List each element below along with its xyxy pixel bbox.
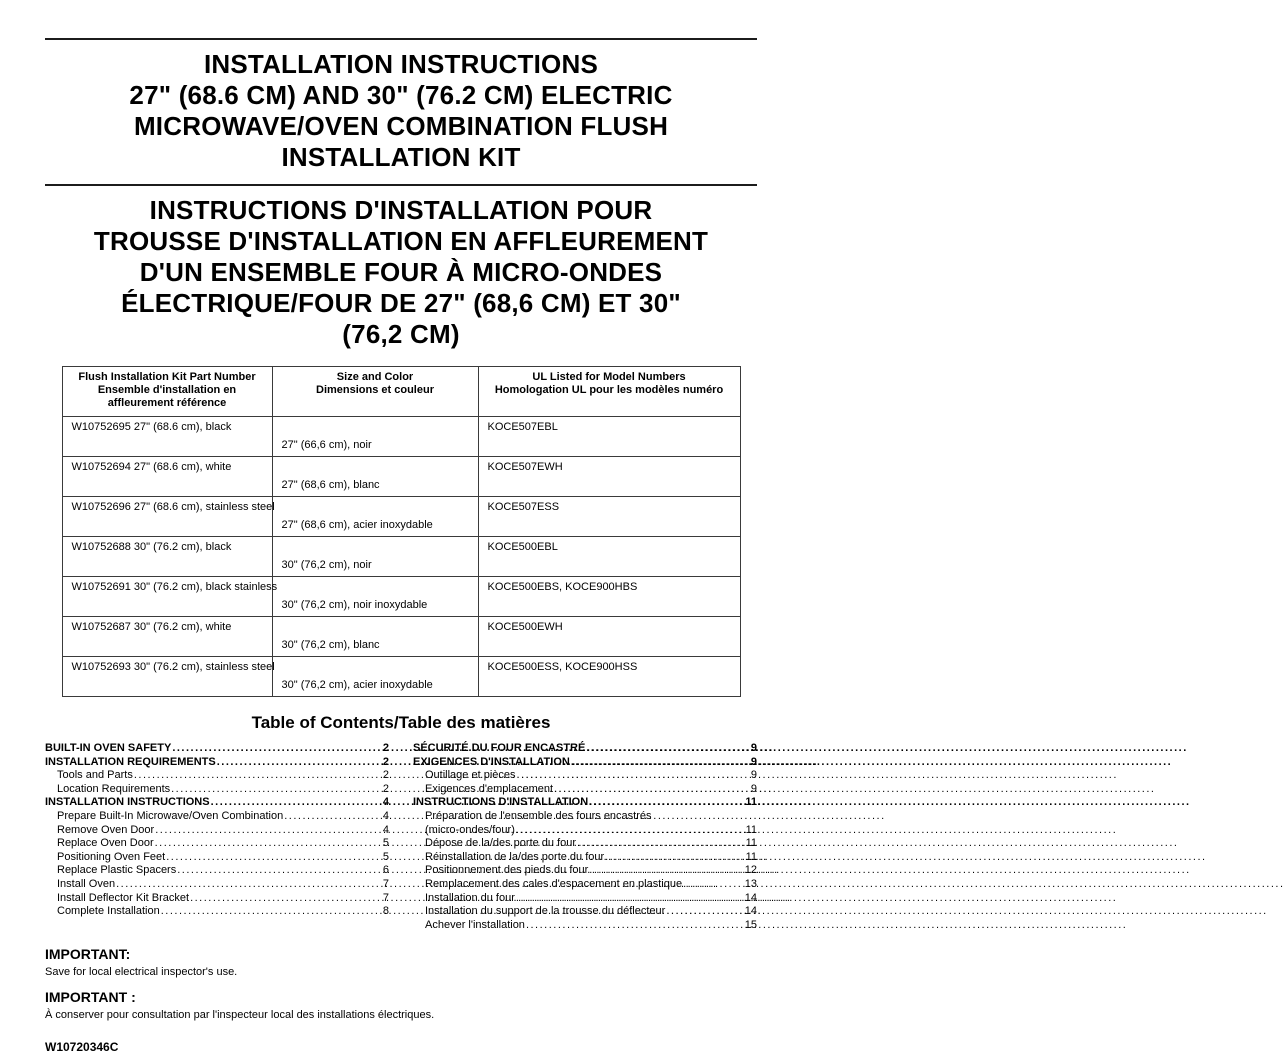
toc-entry-page-number: 5 [382,850,389,863]
toc-entry-page-number: 8 [382,905,389,918]
toc-entry-label: BUILT-IN OVEN SAFETY [45,742,172,754]
toc-leader-dots [155,837,382,851]
toc-leader-dots [171,783,382,797]
toc-entry-row [45,796,389,810]
toc-entry [413,864,757,878]
kit-size-color-french-cell: 27" (68,6 cm), acier inoxydable [272,497,478,537]
toc-entry-label: Exigences d'emplacement [425,782,554,795]
toc-leader-dots [517,769,750,783]
kit-table-row [62,657,740,697]
kit-size-color-french-cell: 27" (66,6 cm), noir [272,417,478,457]
toc-entry-page-number: 9 [750,769,757,782]
toc-entry-page-number: 4 [382,796,389,809]
toc-entry [45,864,389,878]
toc-entry [45,742,389,756]
toc-leader-dots [172,742,382,756]
toc-entry-page-number: 2 [382,755,389,768]
top-rule [45,38,757,40]
kit-table-header-french: Ensemble d'installation en affleurement référence [97,384,237,409]
toc-entry [413,905,757,919]
toc-entry-row [45,756,389,770]
toc-entry-label: SÉCURITÉ DU FOUR ENCASTRÉ [413,742,586,754]
toc-entry-label: Replace Oven Door [57,837,154,850]
toc-entry-page-number: 14 [744,905,757,918]
toc-entry [413,851,757,865]
toc-entry-row [57,851,389,865]
toc-entry-row [57,824,389,838]
kit-table-header-cell [272,367,478,417]
toc-entry-label: Location Requirements [57,782,171,795]
toc-entry [45,769,389,783]
kit-table-body [62,417,740,697]
toc-entry-label: INSTRUCTIONS D'INSTALLATION [413,796,589,809]
kit-model-numbers-cell: KOCE500EWH [478,617,740,657]
toc-entry-label: Réinstallation de la/des porte du four [425,850,605,863]
toc-entry-page-number: 14 [744,891,757,904]
toc-entry-row [425,769,757,783]
toc-entry [413,837,757,851]
toc-entry-row [425,851,757,865]
toc-leader-dots [554,783,750,797]
toc-entry-page-number: 7 [382,891,389,904]
toc-entry-label: Installation du four [425,891,515,904]
toc-entry-page-number: 2 [382,782,389,795]
toc-leader-dots [166,851,382,865]
toc-entry-row [57,783,389,797]
toc-entry-label: Tools and Parts [57,769,133,782]
toc-entry-row [425,783,757,797]
kit-table-header-row [62,367,740,417]
title-french-line: ÉLECTRIQUE/FOUR DE 27" (68,6 CM) ET 30" [121,288,681,318]
toc-title: Table of Contents/Table des matières [251,713,551,732]
toc-entry-page-number: 4 [382,809,389,822]
toc-entry [413,783,757,797]
toc-entry-page-number: 5 [382,837,389,850]
toc-entry-row [425,892,757,906]
kit-table-row [62,417,740,457]
toc-leader-dots [589,796,744,810]
kit-table-header-cell [62,367,272,417]
kit-table-header-english: UL Listed for Model Numbers [532,371,686,383]
toc-entry-page-number: 2 [382,769,389,782]
toc-entry-label: Installation du support de la trousse du déflecteur [425,905,666,918]
toc-entry [413,769,757,783]
kit-part-number-cell: W10752695 27" (68.6 cm), black [62,417,272,457]
toc-entry-label: Install Oven [57,877,116,890]
table-of-contents [45,742,757,932]
toc-entry-row [413,756,757,770]
toc-entry-row [425,824,757,838]
kit-model-numbers-cell: KOCE507EWH [478,457,740,497]
toc-leader-dots [586,742,750,756]
toc-entry-label: Positioning Oven Feet [57,850,166,863]
kit-table-header-french: Dimensions et couleur [316,384,434,396]
kit-table-header-cell [478,367,740,417]
kit-part-number-cell: W10752687 30" (76.2 cm), white [62,617,272,657]
toc-entry-page-number: 11 [745,837,757,850]
important-label-french: IMPORTANT : [45,989,136,1006]
toc-entry-page-number: 7 [382,877,389,890]
toc-entry-label: Outillage et pièces [425,769,516,782]
kit-part-number-cell: W10752688 30" (76.2 cm), black [62,537,272,577]
toc-leader-dots [284,810,382,824]
toc-entry-page-number: 6 [382,864,389,877]
toc-entry-page-number: 15 [744,918,757,931]
toc-entry-row [425,864,757,878]
toc-entry-page-number: 9 [750,755,757,768]
toc-entry-label: Remove Oven Door [57,823,155,836]
toc-entry-page-number: 13 [744,877,757,890]
toc-entry [45,810,389,824]
toc-leader-dots [526,919,744,933]
toc-entry-label: Remplacement des cales d'espacement en plastique [425,877,683,890]
toc-leader-dots [577,837,745,851]
title-english-line: INSTALLATION KIT [281,142,521,172]
toc-entry-label: Prepare Built-In Microwave/Oven Combination [57,809,284,822]
kit-model-numbers-cell: KOCE507ESS [478,497,740,537]
kit-size-color-french-cell: 27" (68,6 cm), blanc [272,457,478,497]
toc-entry-page-number: 11 [745,796,757,809]
toc-entry [413,796,757,810]
toc-entry-page-number: 12 [744,864,757,877]
toc-leader-dots [571,756,750,770]
toc-leader-dots [190,892,382,906]
kit-size-color-french-cell: 30" (76,2 cm), noir [272,537,478,577]
title-french-line: (76,2 CM) [342,319,460,349]
title-english-line: MICROWAVE/OVEN COMBINATION FLUSH [133,111,669,141]
toc-leader-dots [211,796,382,810]
toc-leader-dots [516,892,744,906]
toc-entry-page-number: 11 [745,823,757,836]
document-part-number: W10720346C [45,1040,119,1054]
toc-entry-label: (micro-ondes/four) [425,823,515,836]
toc-entry-label: INSTALLATION REQUIREMENTS [45,755,216,768]
toc-entry-label: EXIGENCES D'INSTALLATION [413,755,570,768]
toc-entry-label: INSTALLATION INSTRUCTIONS [45,796,210,809]
toc-entry-row [425,919,757,933]
toc-entry [413,892,757,906]
toc-leader-dots [516,824,745,838]
toc-entry-row [57,810,389,824]
kit-table-row [62,457,740,497]
toc-entry [45,892,389,906]
important-text-french: À conserver pour consultation par l'inspecteur local des installations électriques. [45,1009,435,1022]
toc-entry-page-number: 11 [745,850,757,863]
title-english-line: INSTALLATION INSTRUCTIONS [203,49,598,79]
toc-entry [45,878,389,892]
toc-entry-row [413,742,757,756]
toc-entry [45,837,389,851]
toc-leader-dots [177,864,382,878]
kit-part-number-cell: W10752694 27" (68.6 cm), white [62,457,272,497]
kit-size-color-french-cell: 30" (76,2 cm), noir inoxydable [272,577,478,617]
toc-column-french [413,742,757,932]
toc-entry-label: Positionnement des pieds du four [425,864,589,877]
kit-table-row [62,577,740,617]
toc-entry-row [425,905,757,919]
toc-entry-row [57,892,389,906]
toc-entry-page-number: 4 [382,823,389,836]
toc-entry-row [45,742,389,756]
title-french [45,195,757,350]
title-french-line: TROUSSE D'INSTALLATION EN AFFLEUREMENT [93,226,709,256]
kit-table-row [62,617,740,657]
toc-entry-label: Install Deflector Kit Bracket [57,891,190,904]
kit-model-numbers-cell: KOCE500ESS, KOCE900HSS [478,657,740,697]
toc-leader-dots [134,769,382,783]
kit-table-header-english: Flush Installation Kit Part Number [78,371,256,383]
title-divider-rule [45,184,757,186]
kit-table-header-english: Size and Color [336,371,414,383]
toc-entry [413,742,757,756]
toc-entry-page-number: 9 [750,742,757,754]
important-text-english: Save for local electrical inspector's use. [45,966,238,979]
toc-entry-label: Replace Plastic Spacers [57,864,177,877]
title-english [45,49,757,173]
toc-entry [413,756,757,770]
toc-entry-row [57,837,389,851]
toc-entry-row [425,837,757,851]
kit-size-color-french-cell: 30" (76,2 cm), blanc [272,617,478,657]
title-french-line: D'UN ENSEMBLE FOUR À MICRO-ONDES [139,257,663,287]
toc-leader-dots [155,824,382,838]
kit-table-row [62,497,740,537]
toc-leader-dots [217,756,382,770]
toc-leader-dots [161,905,382,919]
toc-entry-row [425,878,757,892]
toc-entry-page-number: 9 [750,782,757,795]
toc-entry [45,756,389,770]
toc-leader-dots [683,878,744,892]
kit-part-number-cell: W10752693 30" (76.2 cm), stainless steel [62,657,272,697]
toc-entry [45,824,389,838]
kit-model-numbers-cell: KOCE507EBL [478,417,740,457]
toc-leader-dots [605,851,744,865]
toc-entry-label: Achever l'installation [425,918,525,931]
kit-model-numbers-cell: KOCE500EBS, KOCE900HBS [478,577,740,617]
kit-table-header-french: Homologation UL pour les modèles numéro [494,384,724,396]
toc-entry [45,905,389,919]
toc-entry [45,783,389,797]
title-french-line: INSTRUCTIONS D'INSTALLATION POUR [149,195,653,225]
title-english-line: 27" (68.6 CM) AND 30" (76.2 CM) ELECTRIC [129,80,673,110]
toc-entry-row [57,905,389,919]
toc-leader-dots [589,864,743,878]
kit-part-number-cell: W10752696 27" (68.6 cm), stainless steel [62,497,272,537]
kit-part-number-cell: W10752691 30" (76.2 cm), black stainless [62,577,272,617]
toc-entry [45,796,389,810]
toc-leader-dots [116,878,382,892]
toc-column-english [45,742,389,932]
toc-entry-row [57,769,389,783]
toc-entry-row [57,864,389,878]
toc-leader-dots [666,905,743,919]
toc-entry [413,919,757,933]
kit-model-numbers-cell: KOCE500EBL [478,537,740,577]
toc-entry-row [57,878,389,892]
toc-entry-row [413,796,757,810]
toc-entry [413,878,757,892]
toc-entry [45,851,389,865]
toc-entry-page-number: 2 [382,742,389,754]
toc-entry-label: Complete Installation [57,905,160,918]
toc-entry-preline: Préparation de l'ensemble des fours encastrés [425,809,652,822]
toc-entry-label: Dépose de la/des porte du four [425,837,577,850]
kit-part-number-table [62,366,741,697]
kit-size-color-french-cell: 30" (76,2 cm), acier inoxydable [272,657,478,697]
important-label-english: IMPORTANT: [45,946,131,963]
important-notes-section [45,946,757,1054]
kit-table-row [62,537,740,577]
toc-entry [413,810,757,837]
